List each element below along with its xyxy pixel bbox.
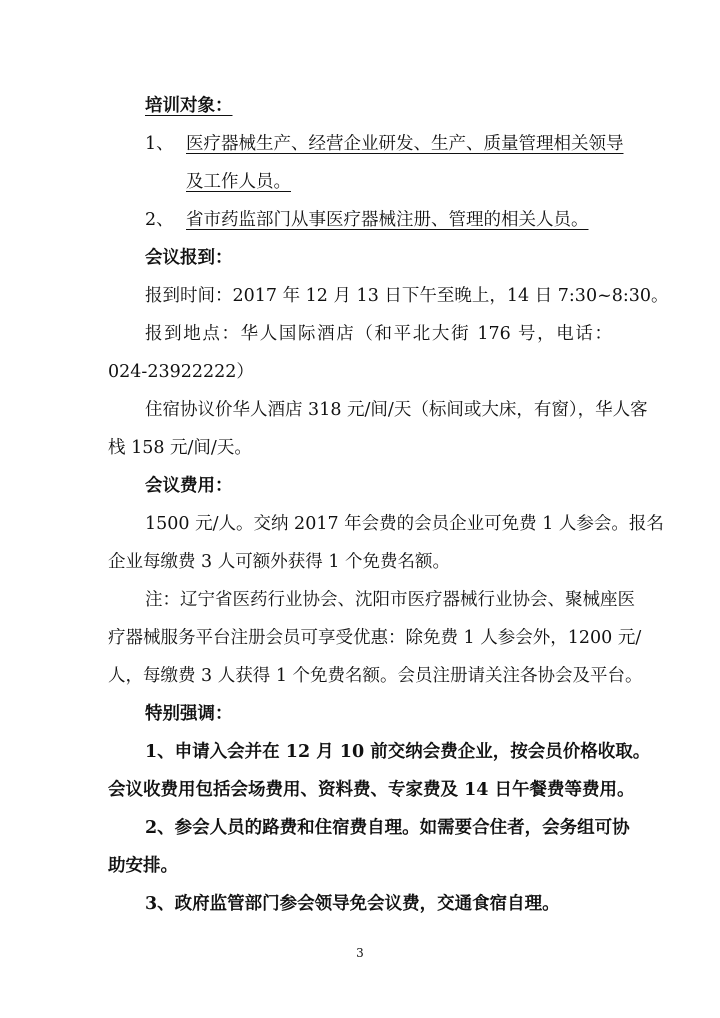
emphasis-2-line2: 助安排。 bbox=[108, 856, 178, 876]
note-line2: 疗器械服务平台注册会员可享受优惠：除免费 1 人参会外，1200 元/ bbox=[108, 628, 642, 648]
fee-line1: 1500 元/人。交纳 2017 年会费的会员企业可免费 1 人参会。报名 bbox=[145, 514, 664, 534]
fee-line2: 企业每缴费 3 人可额外获得 1 个免费名额。 bbox=[108, 552, 451, 572]
emphasis-1-line2: 会议收费用包括会场费用、资料费、专家费及 14 日午餐费等费用。 bbox=[108, 780, 635, 800]
lodging-line1: 住宿协议价华人酒店 318 元/间/天（标间或大床，有窗），华人客 bbox=[145, 400, 648, 420]
training-item-1-line2: 及工作人员。 bbox=[186, 172, 291, 192]
training-item-2-number: 2、 bbox=[145, 210, 174, 230]
registration-place-line2: 024-23922222） bbox=[108, 362, 254, 382]
training-item-1-number: 1、 bbox=[145, 134, 174, 154]
emphasis-1-line1: 1、申请入会并在 12 月 10 前交纳会费企业，按会员价格收取。 bbox=[145, 742, 651, 762]
emphasis-2-line1: 2、参会人员的路费和住宿费自理。如需要合住者，会务组可协 bbox=[145, 818, 630, 838]
page-number: 3 bbox=[356, 946, 364, 960]
training-item-2-line1: 省市药监部门从事医疗器械注册、管理的相关人员。 bbox=[186, 210, 589, 230]
emphasis-3: 3、政府监管部门参会领导免会议费，交通食宿自理。 bbox=[145, 894, 560, 914]
note-line3: 人，每缴费 3 人获得 1 个免费名额。会员注册请关注各协会及平台。 bbox=[108, 666, 643, 686]
emphasis-heading: 特别强调： bbox=[145, 704, 233, 724]
registration-time: 报到时间：2017 年 12 月 13 日下午至晚上，14 日 7:30~8:30。 bbox=[145, 286, 669, 306]
training-heading: 培训对象： bbox=[145, 96, 233, 116]
training-item-1-line1: 医疗器械生产、经营企业研发、生产、质量管理相关领导 bbox=[186, 134, 624, 154]
fee-heading: 会议费用： bbox=[145, 476, 233, 496]
registration-heading: 会议报到： bbox=[145, 248, 233, 268]
note-line1: 注：辽宁省医药行业协会、沈阳市医疗器械行业协会、聚械座医 bbox=[145, 590, 635, 610]
lodging-line2: 栈 158 元/间/天。 bbox=[108, 438, 252, 458]
registration-place-line1: 报到地点：华人国际酒店（和平北大街 176 号，电话： bbox=[145, 324, 612, 344]
